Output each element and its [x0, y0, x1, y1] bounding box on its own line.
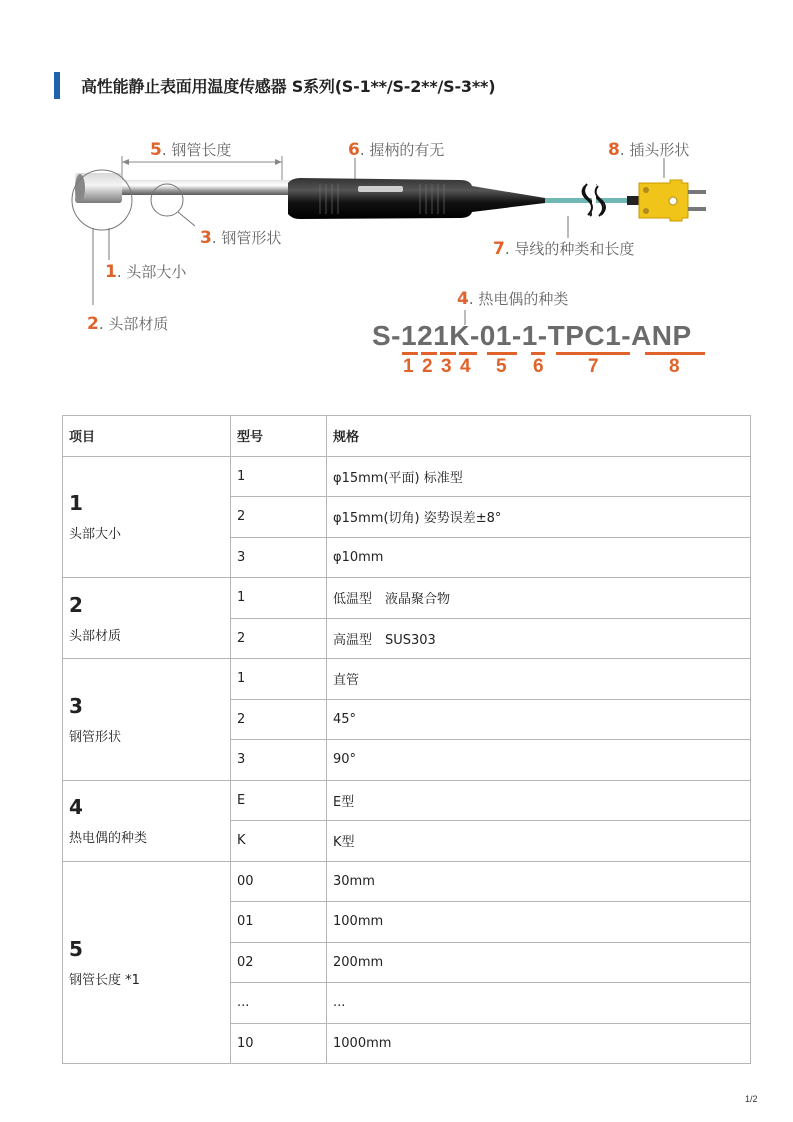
code-cell: K	[231, 821, 327, 862]
spec-cell: ...	[327, 983, 751, 1024]
code-underline-5	[487, 352, 517, 355]
page-title: 高性能静止表面用温度传感器 S系列(S-1**/S-2**/S-3**)	[81, 77, 496, 96]
code-cell: 00	[231, 861, 327, 902]
group-cell-5	[63, 861, 231, 1064]
code-cell: 3	[231, 740, 327, 781]
diagram-label-6: 6. 握柄的有无	[348, 140, 445, 160]
table-row	[63, 578, 751, 619]
code-cell: 2	[231, 497, 327, 538]
table-row	[63, 780, 751, 821]
group-number: 4	[69, 795, 83, 819]
code-cell: 02	[231, 942, 327, 983]
code-cell: 2	[231, 618, 327, 659]
code-cell: 3	[231, 537, 327, 578]
spec-cell: 45°	[327, 699, 751, 740]
diagram-label-2: 2. 头部材质	[87, 314, 169, 334]
diagram-label-4: 4. 热电偶的种类	[457, 289, 569, 309]
code-number-3: 3	[441, 356, 452, 377]
spec-table	[62, 415, 751, 1064]
table-row	[63, 456, 751, 497]
spec-cell: K型	[327, 821, 751, 862]
code-number-8: 8	[669, 356, 680, 377]
code-underline-2	[421, 352, 437, 355]
spec-cell: 直管	[327, 659, 751, 700]
spec-cell: φ15mm(切角) 姿势误差±8°	[327, 497, 751, 538]
code-cell: E	[231, 780, 327, 821]
header-code: 型号	[231, 416, 327, 457]
code-cell: 10	[231, 1023, 327, 1064]
diagram-label-5: 5. 钢管长度	[150, 140, 232, 160]
code-cell: 1	[231, 456, 327, 497]
group-number: 3	[69, 693, 83, 718]
group-name: 头部材质	[69, 628, 122, 644]
group-number: 5	[69, 936, 83, 961]
diagram-label-1: 1. 头部大小	[105, 262, 187, 282]
code-number-7: 7	[588, 356, 599, 377]
code-number-5: 5	[496, 356, 507, 377]
group-name: 钢管长度 *1	[69, 972, 140, 988]
group-number: 2	[69, 592, 83, 617]
code-cell: 01	[231, 902, 327, 943]
diagram-label-8: 8. 插头形状	[608, 140, 690, 160]
spec-cell: φ10mm	[327, 537, 751, 578]
page-number: 1/2	[745, 1094, 758, 1104]
spec-cell: 90°	[327, 740, 751, 781]
code-underline-8	[645, 352, 705, 355]
code-underline-1	[402, 352, 418, 355]
header-item: 项目	[63, 416, 231, 457]
group-number: 1	[69, 491, 83, 516]
spec-cell: 30mm	[327, 861, 751, 902]
title-accent-bar	[54, 72, 60, 99]
code-number-4: 4	[460, 356, 471, 377]
spec-cell: 低温型 液晶聚合物	[327, 578, 751, 619]
spec-cell: 100mm	[327, 902, 751, 943]
code-cell: 1	[231, 659, 327, 700]
code-cell: ...	[231, 983, 327, 1024]
code-underline-6	[531, 352, 545, 355]
code-cell: 2	[231, 699, 327, 740]
spec-cell: 200mm	[327, 942, 751, 983]
header-spec: 规格	[327, 416, 751, 457]
diagram-label-3: 3. 钢管形状	[200, 228, 282, 248]
code-underline-7	[556, 352, 630, 355]
spec-cell: 高温型 SUS303	[327, 618, 751, 659]
table-row	[63, 659, 751, 700]
group-name: 热电偶的种类	[69, 831, 148, 846]
group-cell-2	[63, 578, 231, 659]
diagram-label-7: 7. 导线的种类和长度	[493, 239, 635, 259]
code-number-1: 1	[403, 356, 414, 377]
code-cell: 1	[231, 578, 327, 619]
table-row	[63, 861, 751, 902]
table-header-row	[63, 416, 751, 457]
group-cell-4	[63, 780, 231, 861]
code-underline-4	[459, 352, 477, 355]
code-number-6: 6	[533, 356, 544, 377]
code-underline-3	[440, 352, 456, 355]
part-code-example: S-121K-01-1-TPC1-ANP	[372, 320, 692, 351]
group-name: 头部大小	[69, 527, 122, 543]
spec-cell: φ15mm(平面) 标准型	[327, 456, 751, 497]
group-cell-1	[63, 456, 231, 578]
spec-cell: E型	[327, 780, 751, 821]
code-number-2: 2	[422, 356, 433, 377]
group-cell-3	[63, 659, 231, 781]
product-diagram	[0, 120, 793, 390]
group-name: 钢管形状	[69, 729, 122, 745]
spec-cell: 1000mm	[327, 1023, 751, 1064]
